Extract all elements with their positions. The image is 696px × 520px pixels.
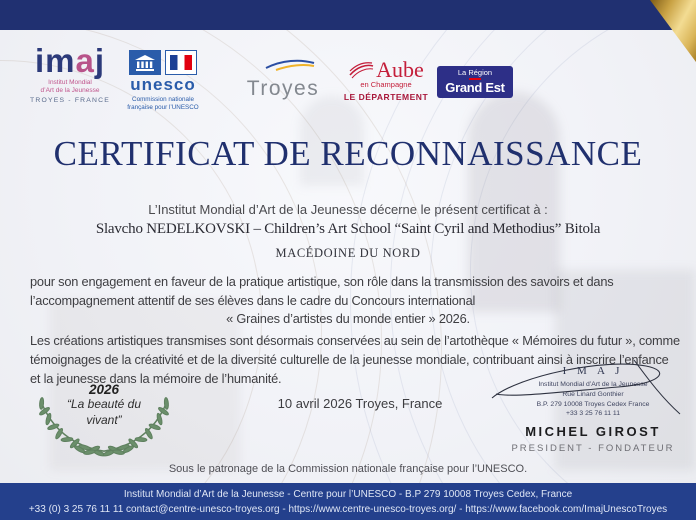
laurel-motto-line2: vivant”: [86, 412, 122, 427]
imaj-tagline: [20, 79, 120, 95]
footer-address-line: Institut Mondial d’Art de la Jeunesse - Centre pour l’UNESCO - B.P 279 10008 Troyes Cedex, France: [123, 489, 573, 500]
imaj-word-a: a: [75, 42, 95, 79]
certificate-title: CERTIFICAT DE RECONNAISSANCE: [53, 134, 643, 173]
imaj-tagline-line1: Institut Mondial: [48, 78, 92, 86]
unesco-emblems: [120, 50, 206, 75]
laurel-year: 2026: [88, 382, 120, 397]
laurel-motto-line1: “La beauté du: [66, 397, 142, 411]
unesco-tagline-line2: française pour l’UNESCO: [127, 104, 199, 112]
body-paragraph-2: Les créations artistiques transmises sont désormais conservées au sein de l’artothèque « Mémoires du futur », comme témoignages de la créativité et de la diversité culturelle de la jeunesse mondiale, contribuant ainsi à inscrire l’enfance et la jeunesse dans la mémoire de l’humanité.: [30, 333, 680, 387]
handwritten-signature-icon: [484, 354, 694, 426]
laurel-badge: [26, 380, 182, 460]
imaj-city-label: TROYES - FRANCE: [30, 96, 110, 104]
footer-contact-line: +33 (0) 3 25 76 11 11 contact@centre-unesco-troyes.org - https://www.centre-unesco-troyes.org/ - https://www.facebook.com/ImajUnescoTroyes: [28, 503, 668, 515]
aube-subtitle: en Champagne: [360, 79, 412, 89]
troyes-logo: [233, 58, 333, 101]
patronage-line: Sous le patronage de la Commission nationale française pour l’UNESCO.: [168, 463, 528, 475]
laurel-motto: [26, 397, 182, 428]
grandest-region-label: La Région: [457, 68, 493, 77]
signature-block: [498, 364, 688, 454]
grandest-wordmark: Grand Est: [445, 79, 505, 95]
aube-departement-label: LE DÉPARTEMENT: [343, 91, 429, 102]
imaj-word-im: im: [34, 42, 76, 79]
recipient-country: MACÉDOINE DU NORD: [275, 246, 421, 260]
recipient-intro: L’Institut Mondial d’Art de la Jeunesse décerne le présent certificat à :: [148, 202, 548, 217]
footer-bar: [0, 483, 696, 520]
stamp-phone-line: +33 3 25 76 11 11: [566, 410, 620, 418]
troyes-wordmark: Troyes: [246, 77, 320, 100]
unesco-tagline: [120, 96, 206, 112]
imaj-tagline-line2: d’Art de la Jeunesse: [40, 86, 100, 94]
unesco-tagline-line1: Commission nationale: [132, 95, 194, 103]
certificate-date: 10 avril 2026 Troyes, France: [277, 396, 443, 411]
unesco-temple-icon: [129, 50, 161, 75]
imaj-wordmark: [20, 42, 120, 79]
grandest-logo: [437, 66, 513, 98]
troyes-swoosh-icon: [248, 58, 318, 72]
imaj-logo: [20, 42, 120, 104]
unesco-logo: [120, 50, 206, 112]
imaj-word-j: j: [94, 42, 106, 79]
president-name: MICHEL GIROST: [525, 424, 661, 440]
contest-name-line: « Graines d’artistes du monde entier » 2026.: [226, 311, 470, 326]
temple-icon: [134, 54, 156, 72]
french-flag-icon: [165, 50, 197, 75]
president-role: PRESIDENT - FONDATEUR: [511, 443, 675, 455]
stamp-address-line: B.P. 279 10008 Troyes Cedex France: [536, 400, 650, 408]
recipient-name: Slavcho NEDELKOVSKI – Children’s Art School “Saint Cyril and Methodius” Bitola: [95, 221, 601, 237]
unesco-wordmark: unesco: [130, 75, 196, 94]
aube-logo: [338, 57, 434, 102]
top-navy-bar: [0, 0, 696, 30]
body-paragraph-1: pour son engagement en faveur de la pratique artistique, son rôle dans la transmission des savoirs et dans l’accompagnement attentif de ses élèves dans le cadre du Concours international: [30, 274, 614, 309]
aube-swoosh-icon: [348, 61, 374, 79]
stamp-institut-line: Institut Mondial d’Art de la Jeunesse: [538, 380, 648, 388]
stamp-imaj-label: I M A J: [562, 365, 624, 377]
stamp-street-line: Rue Linard Gonthier: [562, 390, 624, 398]
aube-wordmark: Aube: [376, 57, 424, 82]
